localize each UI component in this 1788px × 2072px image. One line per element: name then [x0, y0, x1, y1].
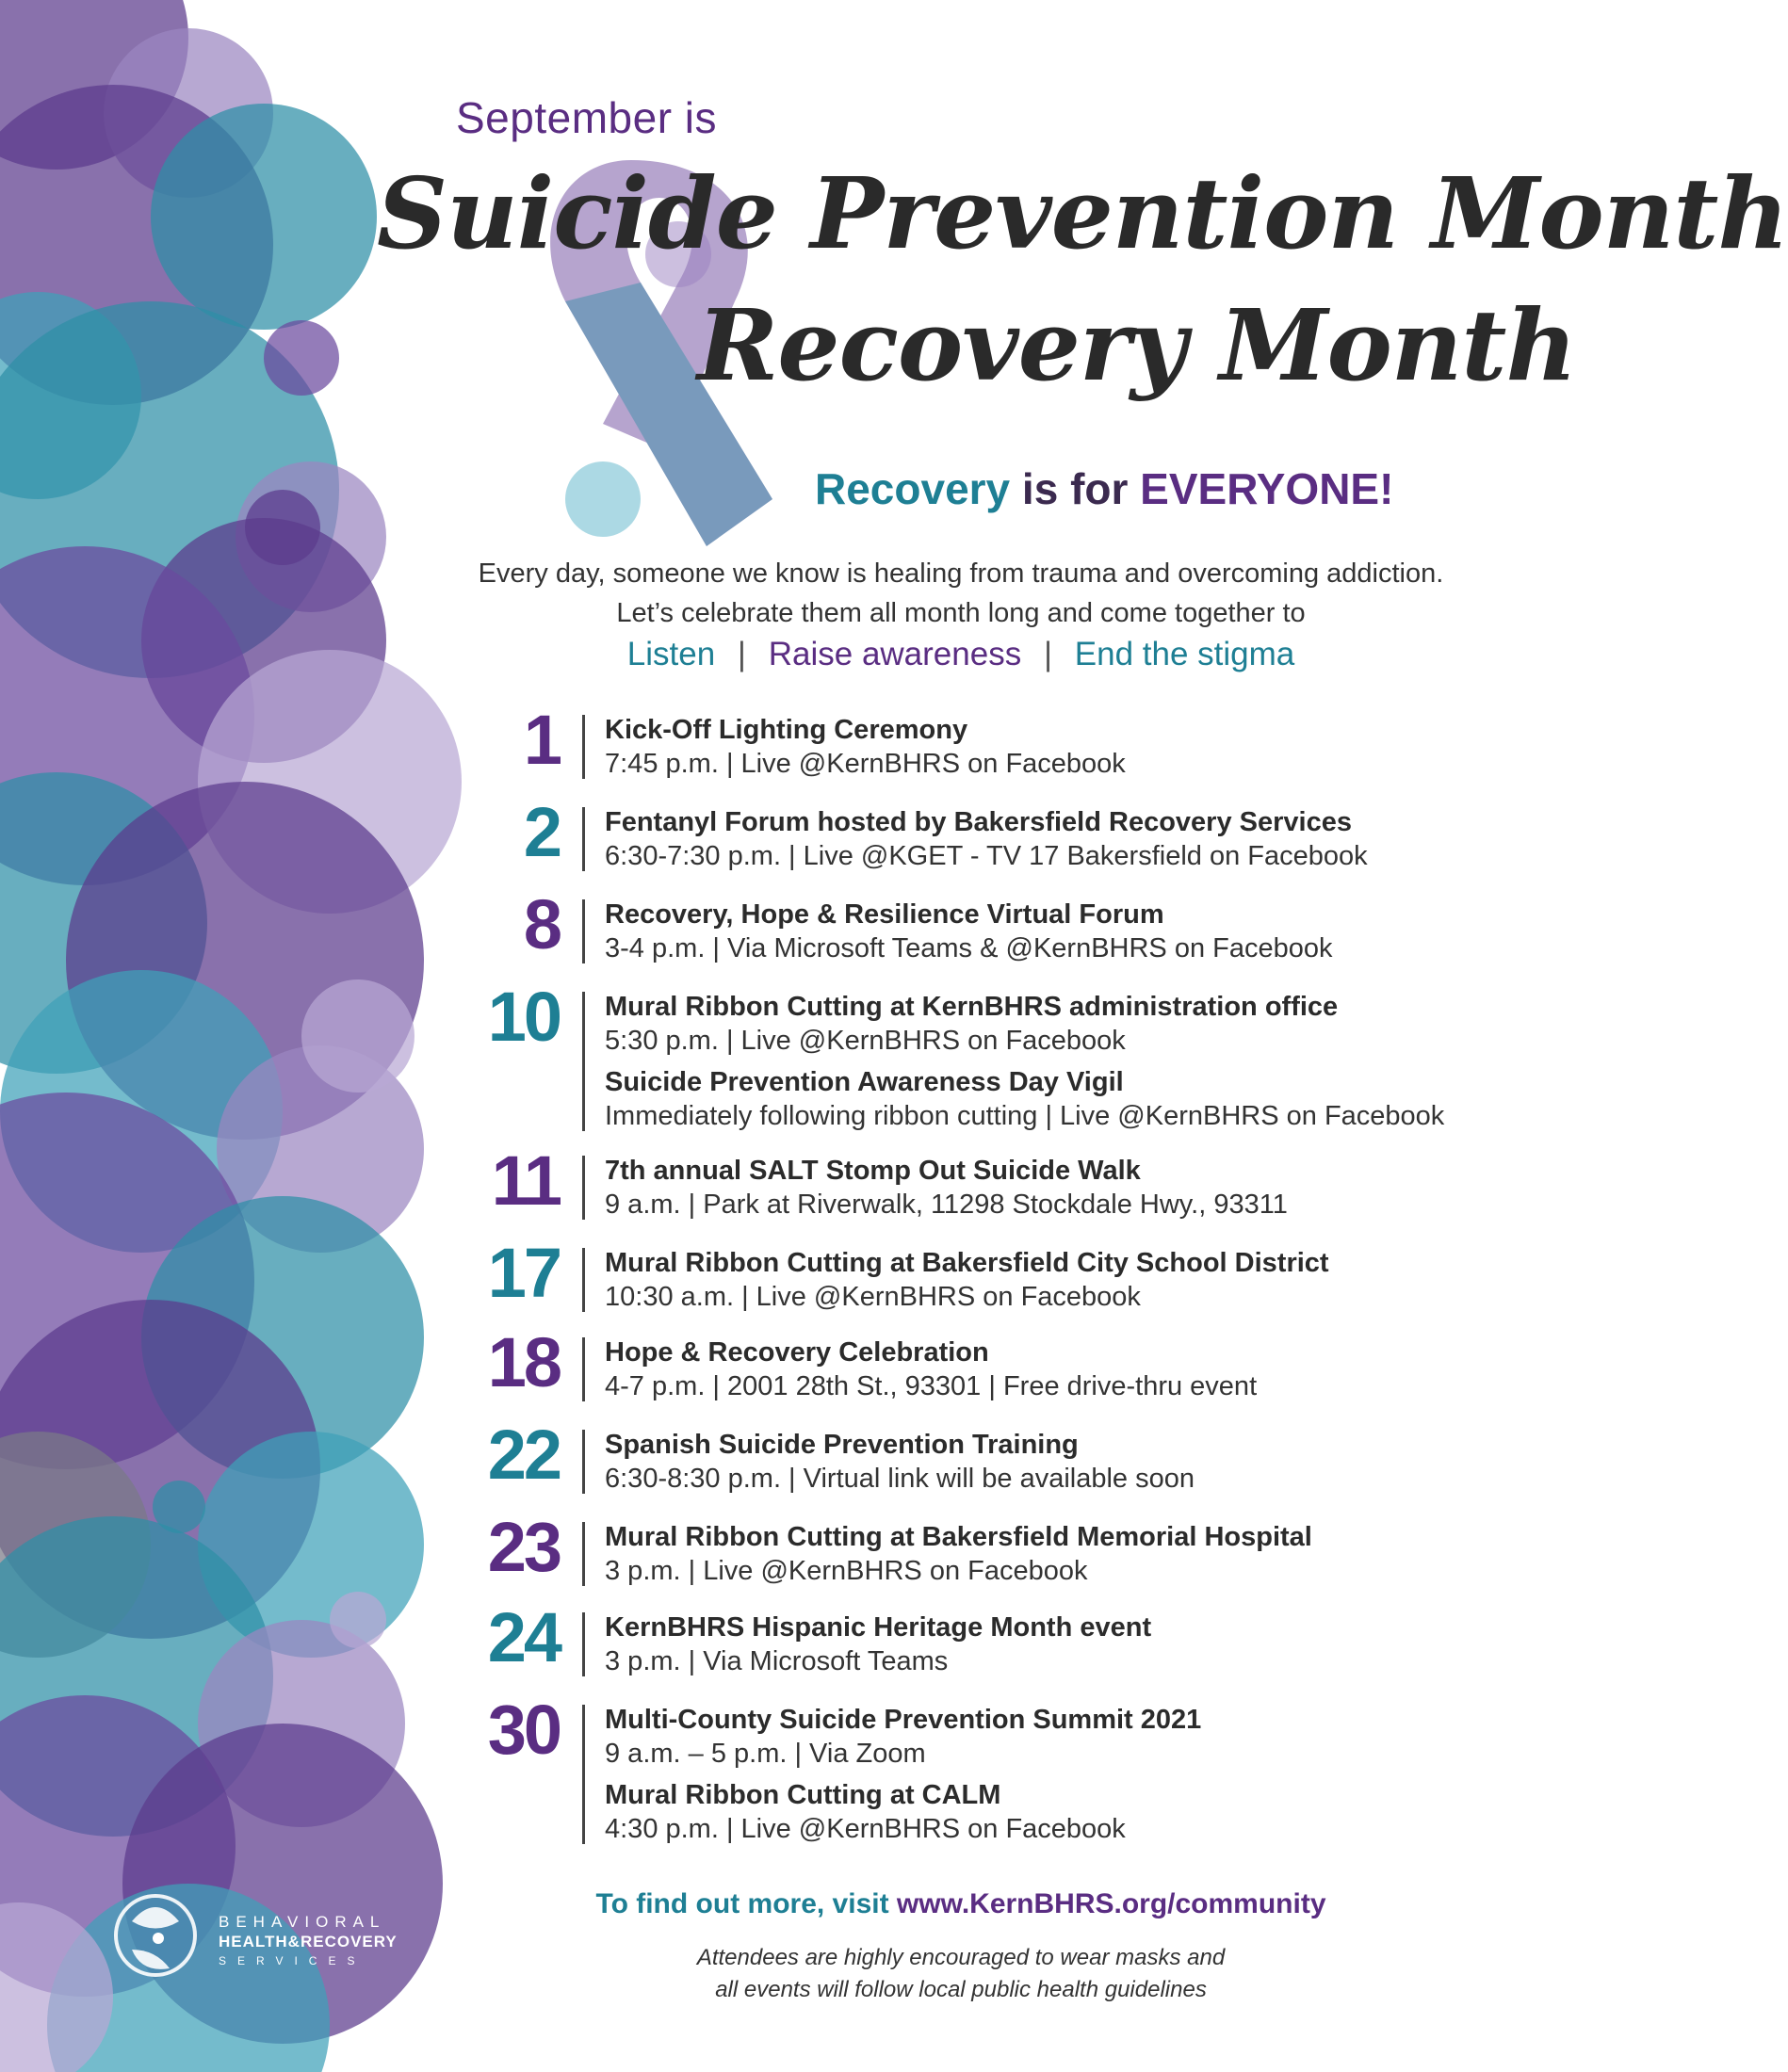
logo-line-2: HEALTH&RECOVERY [219, 1933, 398, 1951]
event-divider [582, 1522, 585, 1586]
tagline-everyone: EVERYONE! [1140, 464, 1394, 513]
tagline-recovery: Recovery [815, 464, 1011, 513]
event-divider [582, 899, 585, 963]
event-detail: 9 a.m. – 5 p.m. | Via Zoom [605, 1739, 926, 1769]
event-detail: 3 p.m. | Via Microsoft Teams [605, 1646, 949, 1676]
event-divider [582, 1430, 585, 1494]
event-items [605, 1246, 1594, 1321]
logo-line-1: BEHAVIORAL [219, 1913, 386, 1931]
footer-link-url[interactable]: www.KernBHRS.org/community [896, 1888, 1326, 1919]
title-suicide-prevention-month: Suicide Prevention Month [377, 155, 1788, 271]
event-title: KernBHRS Hispanic Heritage Month event [605, 1612, 1152, 1643]
event-items [605, 1335, 1594, 1411]
event-items [605, 1428, 1594, 1503]
event-detail: 6:30-7:30 p.m. | Live @KGET - TV 17 Bakersfield on Facebook [605, 841, 1368, 871]
decorative-bubble [330, 1592, 386, 1648]
footer-link [396, 1888, 1526, 1920]
event-title: Spanish Suicide Prevention Training [605, 1430, 1079, 1460]
tagline [815, 463, 1393, 514]
event-detail: 10:30 a.m. | Live @KernBHRS on Facebook [605, 1282, 1141, 1312]
pillar-listen: Listen [626, 636, 716, 672]
intro-text [396, 554, 1526, 633]
event-detail: 6:30-8:30 p.m. | Virtual link will be available soon [605, 1464, 1195, 1494]
event-items [605, 990, 1594, 1141]
event-day-number: 22 [487, 1416, 560, 1494]
event-day-number: 1 [523, 701, 560, 779]
event-items [605, 1154, 1594, 1229]
event-detail: 3 p.m. | Live @KernBHRS on Facebook [605, 1556, 1088, 1586]
event-title: Recovery, Hope & Resilience Virtual Forum [605, 899, 1164, 930]
pillars [396, 636, 1526, 673]
event-title: Suicide Prevention Awareness Day Vigil [605, 1067, 1124, 1097]
event-divider [582, 992, 585, 1131]
event-day-number: 17 [487, 1234, 560, 1312]
footer-note-line-1: Attendees are highly encouraged to wear masks and [696, 1945, 1226, 1970]
event-day-number: 24 [487, 1598, 560, 1676]
event-title: Hope & Recovery Celebration [605, 1337, 989, 1368]
logo-text [219, 1912, 398, 1971]
decorative-bubble [245, 490, 320, 565]
event-detail: Immediately following ribbon cutting | Live @KernBHRS on Facebook [605, 1101, 1445, 1131]
intro-line-1: Every day, someone we know is healing from trauma and overcoming addiction. [478, 558, 1444, 589]
event-items [605, 1520, 1594, 1595]
event-title: Mural Ribbon Cutting at CALM [605, 1780, 1001, 1810]
footer-link-prefix: To find out more, visit [595, 1888, 889, 1919]
event-day-number: 30 [487, 1691, 560, 1769]
title-recovery-month: Recovery Month [697, 287, 1577, 403]
decorative-bubble [264, 320, 339, 396]
pillar-raise-awareness: Raise awareness [768, 636, 1022, 672]
event-day-number: 23 [487, 1508, 560, 1586]
event-title: Multi-County Suicide Prevention Summit 2021 [605, 1705, 1202, 1735]
event-detail: 9 a.m. | Park at Riverwalk, 11298 Stockdale Hwy., 93311 [605, 1190, 1288, 1220]
event-divider [582, 715, 585, 779]
event-detail: 4-7 p.m. | 2001 28th St., 93301 | Free drive-thru event [605, 1371, 1258, 1401]
event-divider [582, 1337, 585, 1401]
event-items [605, 1703, 1594, 1853]
footer-note-line-2: all events will follow local public health guidelines [715, 1977, 1207, 2002]
event-divider [582, 807, 585, 871]
event-detail: 4:30 p.m. | Live @KernBHRS on Facebook [605, 1814, 1126, 1844]
event-title: Mural Ribbon Cutting at Bakersfield City School District [605, 1248, 1329, 1278]
event-items [605, 805, 1594, 881]
event-items [605, 1611, 1594, 1686]
event-title: Fentanyl Forum hosted by Bakersfield Recovery Services [605, 807, 1352, 837]
event-title: 7th annual SALT Stomp Out Suicide Walk [605, 1156, 1141, 1186]
logo-line-3: SERVICES [219, 1954, 366, 1967]
header-subtitle: September is [456, 93, 718, 142]
event-day-number: 2 [523, 793, 560, 871]
footer-note [396, 1942, 1526, 2006]
decorative-bubble [151, 104, 377, 330]
event-divider [582, 1156, 585, 1220]
event-divider [582, 1612, 585, 1676]
pillar-end-the-stigma: End the stigma [1074, 636, 1295, 672]
event-day-number: 11 [491, 1141, 560, 1220]
event-detail: 3-4 p.m. | Via Microsoft Teams & @KernBHRS on Facebook [605, 933, 1333, 963]
event-items [605, 713, 1594, 788]
event-title: Mural Ribbon Cutting at Bakersfield Memorial Hospital [605, 1522, 1312, 1552]
event-items [605, 898, 1594, 973]
pillar-separator: | [737, 636, 746, 672]
decorative-bubble [301, 979, 414, 1093]
decorative-bubbles [0, 0, 443, 2072]
event-divider [582, 1248, 585, 1312]
intro-line-2: Let’s celebrate them all month long and come together to [616, 598, 1306, 628]
pillar-separator: | [1043, 636, 1053, 672]
event-title: Mural Ribbon Cutting at KernBHRS administration office [605, 992, 1339, 1022]
decorative-bubble [153, 1481, 205, 1533]
event-detail: 5:30 p.m. | Live @KernBHRS on Facebook [605, 1026, 1126, 1056]
event-day-number: 18 [487, 1323, 560, 1401]
event-title: Kick-Off Lighting Ceremony [605, 715, 968, 745]
event-day-number: 8 [523, 885, 560, 963]
event-detail: 7:45 p.m. | Live @KernBHRS on Facebook [605, 749, 1126, 779]
tagline-is-for: is for [1021, 464, 1129, 513]
event-divider [582, 1705, 585, 1844]
event-day-number: 10 [487, 978, 560, 1056]
